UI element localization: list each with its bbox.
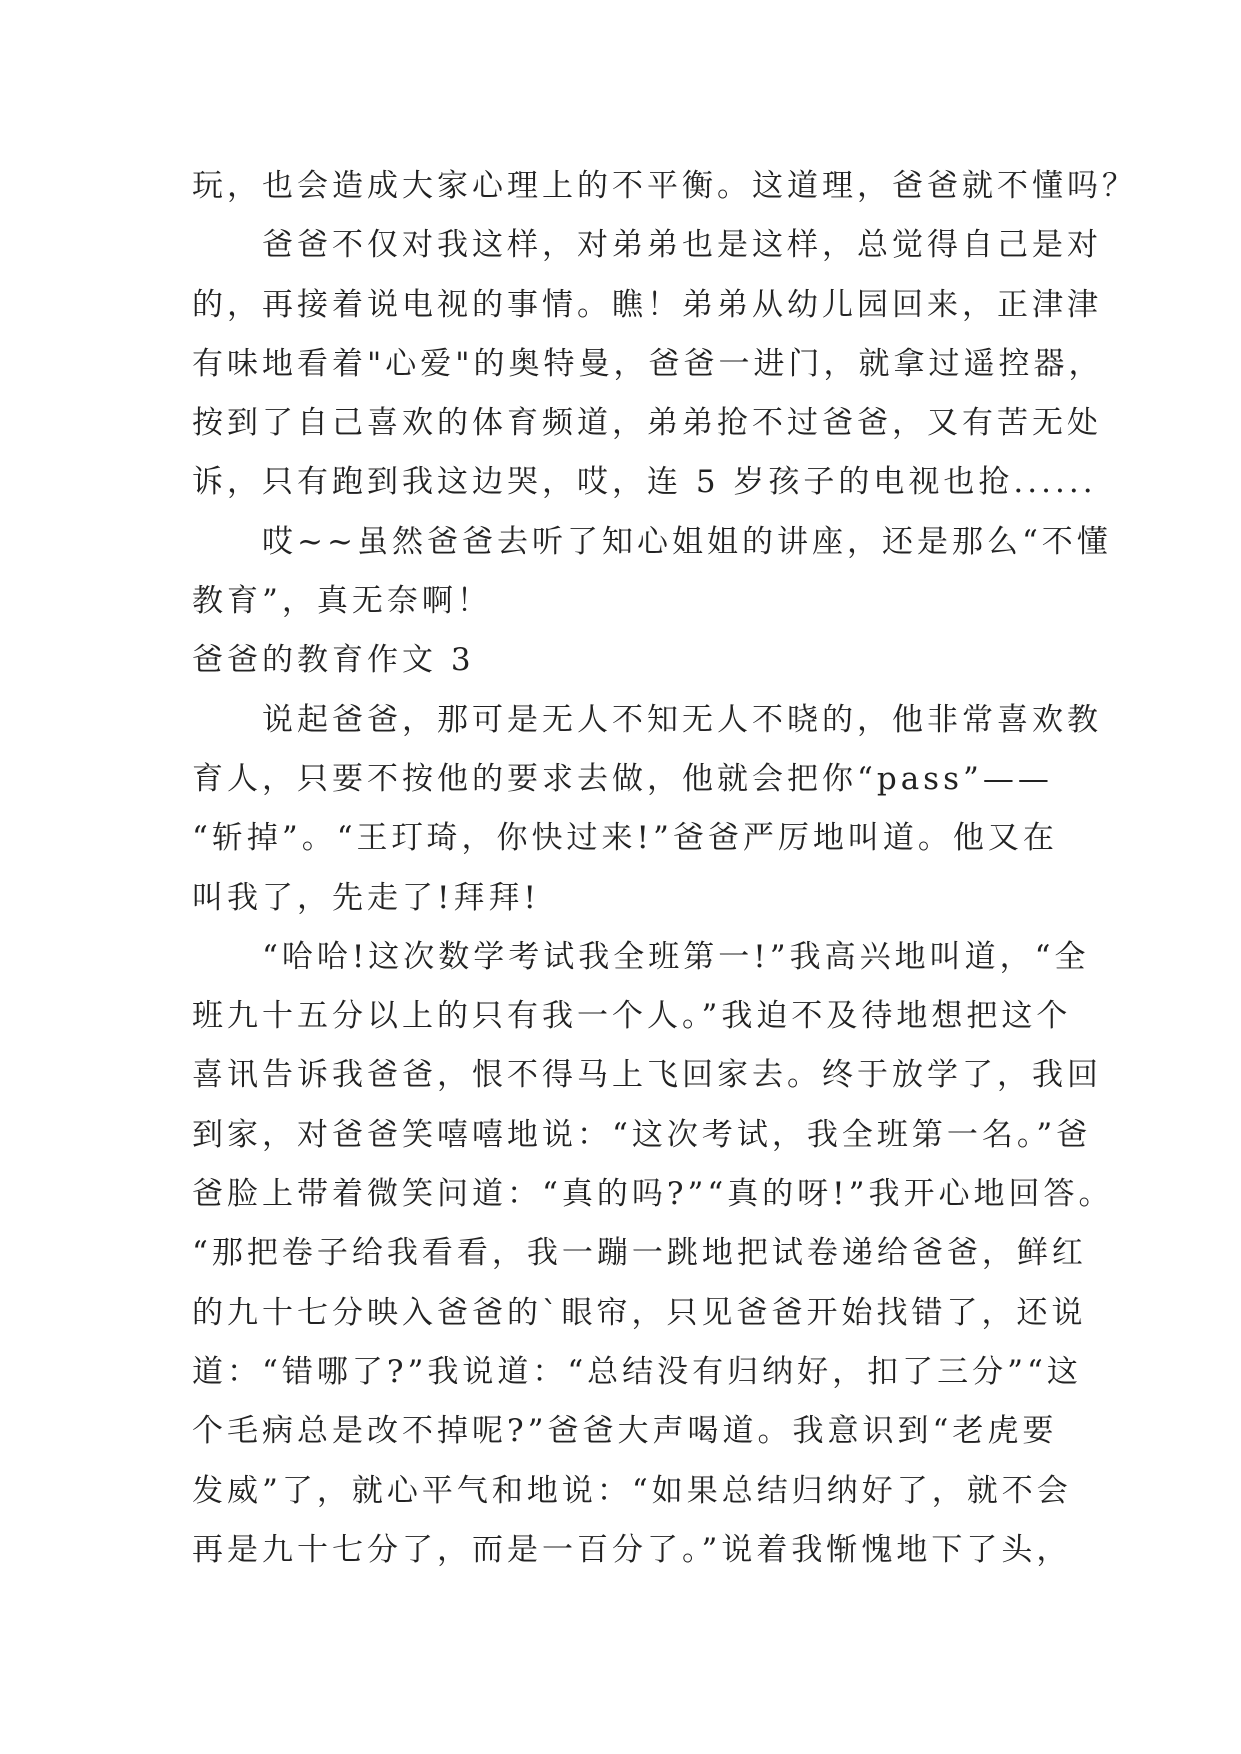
text-line: 发威”了，就心平气和地说：“如果总结归纳好了，就不会 bbox=[192, 1472, 1072, 1509]
text-line: 班九十五分以上的只有我一个人。”我迫不及待地想把这个 bbox=[192, 998, 1072, 1035]
text-line: 个毛病总是改不掉呢?”爸爸大声喝道。我意识到“老虎要 bbox=[192, 1413, 1058, 1450]
text-line: “斩掉”。“王玎琦，你快过来!”爸爸严厉地叫道。他又在 bbox=[192, 820, 1058, 857]
document-page bbox=[192, 157, 1137, 1580]
text-line: 有味地看着"心爱"的奥特曼，爸爸一进门，就拿过遥控器， bbox=[192, 345, 1104, 382]
text-line: “哈哈!这次数学考试我全班第一!”我高兴地叫道，“全 bbox=[192, 938, 1090, 975]
section-heading: 爸爸的教育作文 3 bbox=[192, 642, 475, 679]
text-line: 到家，对爸爸笑嘻嘻地说：“这次考试，我全班第一名。”爸 bbox=[192, 1116, 1092, 1153]
text-line: 按到了自己喜欢的体育频道，弟弟抢不过爸爸，又有苦无处 bbox=[192, 405, 1102, 442]
text-line: 育人，只要不按他的要求去做，他就会把你“pass”—— bbox=[192, 760, 1053, 797]
text-line: 哎~~虽然爸爸去听了知心姐姐的讲座，还是那么“不懂 bbox=[192, 523, 1112, 560]
text-line: 道：“错哪了?”我说道：“总结没有归纳好，扣了三分”“这 bbox=[192, 1353, 1082, 1390]
text-line: 诉，只有跑到我这边哭，哎，连 5 岁孩子的电视也抢...... bbox=[192, 464, 1097, 501]
text-line: 再是九十七分了，而是一百分了。”说着我惭愧地下了头， bbox=[192, 1531, 1072, 1568]
text-line: 爸爸不仅对我这样，对弟弟也是这样，总觉得自己是对 bbox=[192, 227, 1102, 264]
text-line: 教育”，真无奈啊！ bbox=[192, 583, 492, 620]
text-line: 爸脸上带着微笑问道：“真的吗?”“真的呀!”我开心地回答。 bbox=[192, 1176, 1114, 1213]
text-line: 的，再接着说电视的事情。瞧！弟弟从幼儿园回来，正津津 bbox=[192, 286, 1102, 323]
text-line: 叫我了，先走了!拜拜! bbox=[192, 879, 540, 916]
text-line: 玩，也会造成大家心理上的不平衡。这道理，爸爸就不懂吗？ bbox=[192, 168, 1137, 204]
text-line: 说起爸爸，那可是无人不知无人不晓的，他非常喜欢教 bbox=[192, 701, 1102, 738]
text-line: 喜讯告诉我爸爸，恨不得马上飞回家去。终于放学了，我回 bbox=[192, 1057, 1102, 1094]
text-line: “那把卷子给我看看，我一蹦一跳地把试卷递给爸爸，鲜红 bbox=[192, 1235, 1087, 1272]
text-line: 的九十七分映入爸爸的`眼帘，只见爸爸开始找错了，还说 bbox=[192, 1294, 1087, 1331]
